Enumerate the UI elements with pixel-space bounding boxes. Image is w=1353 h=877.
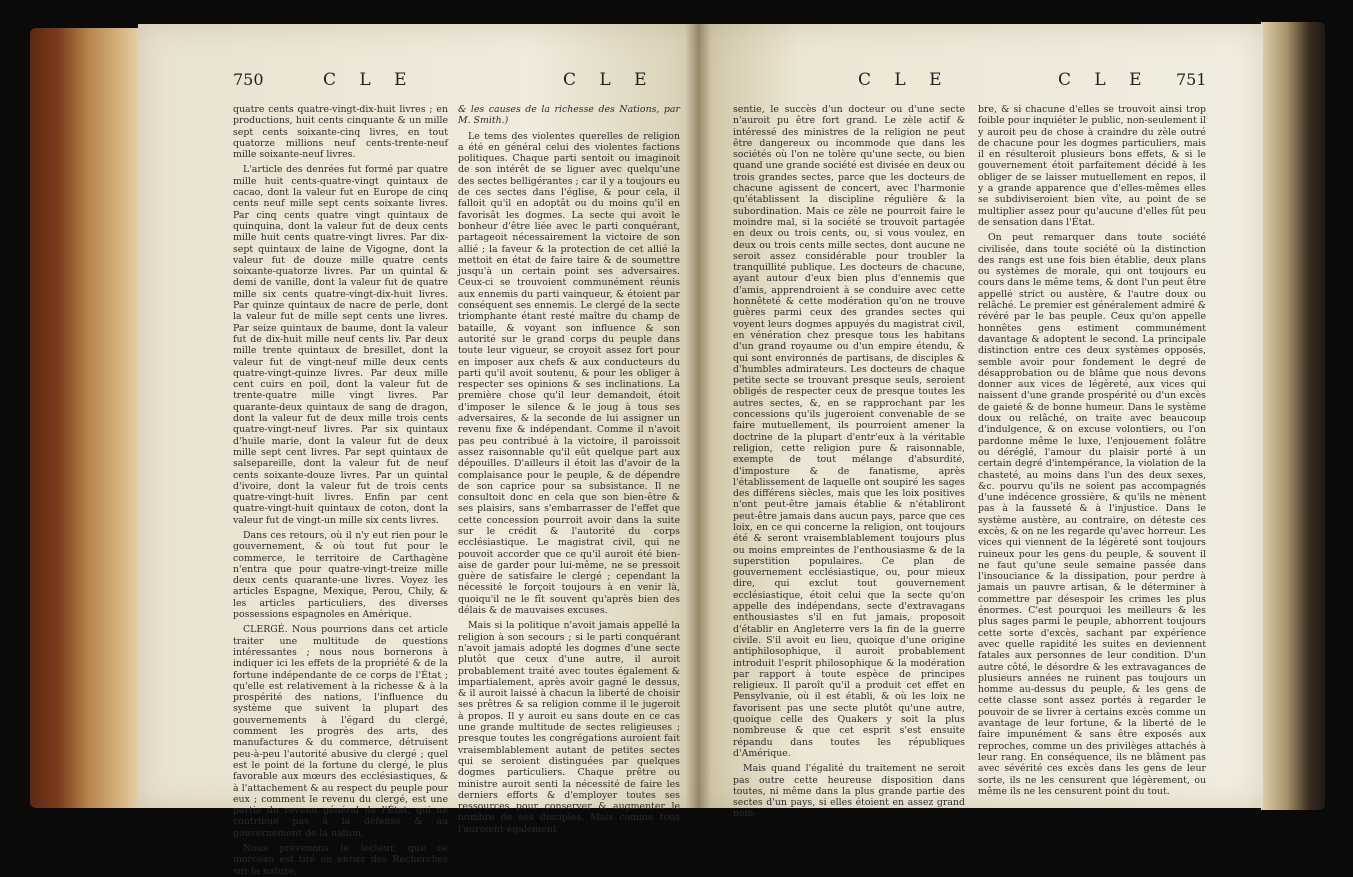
left-page-number: 750 — [233, 70, 264, 89]
paragraph: Nous prévenons le lecteur, que ce morceau est tiré en entier des Recherches sur la nature, — [233, 843, 448, 877]
paragraph: bre, & si chacune d'elles se trouvoit ainsi trop foible pour inquiéter le public, non-seulement il y auroit peu de chose à craindre du zèle outré de chacune pour les dogmes particuliers, mais il en résulteroit plusieurs bons effets, & si le gouvernement étoit parfaitement décidé à les obliger de se laisser mutuellement en repos, il y a grande apparence que d'elles-mêmes elles se subdiviseroient bien vîte, au point de se multiplier assez pour qu'aucune d'elles fût peu de sensation dans l'État. — [978, 104, 1206, 228]
book-gutter — [685, 24, 711, 808]
paragraph: quatre cents quatre-vingt-dix-huit livres ; en productions, huit cents cinquante & un mille sept cents soixante-cinq livres, en tout quatorze millions neuf cents-trente-neuf mille soixante-neuf livres. — [233, 104, 448, 161]
book-edge-left — [30, 28, 140, 808]
left-column-1 — [233, 104, 448, 877]
right-page-number: 751 — [1176, 70, 1207, 89]
right-page — [698, 24, 1263, 820]
paragraph: Le tems des violentes querelles de religion a été en général celui des violentes factions politiques. Chaque parti sentoit ou imaginoit de son intérêt de se liguer avec quelqu'une des sectes belligérantes ; car il y a toujours eu de ces sectes dans l'église, & pour cela, il falloit qu'il en adoptât ou du moins qu'il en favorisât les dogmes. La secte qui avoit le bonheur d'être liée avec le parti conquérant, partageoit nécessairement la victoire de son allié ; la faveur & la protection de cet allié la mettoit en état de faire taire & de soumettre jusqu'à un certain point ses adversaires. Ceux-ci se trouvoient communément réunis aux ennemis du parti vainqueur, & étoient par conséquent ses ennemis. Le clergé de la secte triomphante étant resté maître du champ de bataille, & voyant son influence & son autorité sur le grand corps du peuple dans toute leur vigueur, se croyoit assez fort pour en imposer aux chefs & aux conducteurs du parti qu'il avoit soutenu, & pour les obliger à respecter ses opinions & ses inclinations. La première chose qu'il leur demandoit, étoit d'imposer le silence & le joug à tous ses adversaires, & la seconde de lui assigner un revenu fixe & indépendant. Comme il n'avoit pas peu contribué à la victoire, il paroissoit assez raisonnable qu'il eût quelque part aux dépouilles. D'ailleurs il étoit las d'avoir de la complaisance pour le peuple, & de dépendre de son caprice pour sa subsistance. Il ne consultoit donc en cela que son bien-être & ses plaisirs, sans s'embarrasser de l'effet que cette concession pourroit avoir dans la suite sur le crédit & l'autorité du corps ecclésiastique. Le magistrat civil, qui ne pouvoit accorder que ce qu'il auroit été bien-aise de garder pour lui-même, ne se pressoit guère de satisfaire le clergé ; cependant la nécessité le forçoit toujours à en venir là, quoiqu'il ne le fît souvent qu'après bien des délais & de mauvaises excuses. — [458, 130, 680, 617]
paragraph: On peut remarquer dans toute société civilisée, dans toute société où la distinction des rangs est une fois bien établie, deux plans ou systèmes de morale, qui ont toujours eu cours dans le même tems, & dont l'un peut être appellé strict ou austère, & l'autre doux ou relâché. Le premier est généralement admiré & révéré par le bas peuple. Ceux qu'on appelle honnêtes gens estiment communément davantage & adoptent le second. La principale distinction entre ces deux systèmes opposés, semble avoir pour fondement le degré de désapprobation ou de blâme que nous devons donner aux vices de légèreté, aux vices qui naissent d'une grande prospérité ou d'un excès de gaieté & de bonne humeur. Dans le système doux ou relâché, on traite avec beaucoup d'indulgence, & on excuse volontiers, ou l'on pardonne même le luxe, l'enjouement folâtre ou déréglé, l'amour du plaisir porté à un certain degré d'intempérance, la violation de la chasteté, au moins dans l'un des deux sexes, &c. pourvu qu'ils ne soient pas accompagnés d'une indécence grossière, & qu'ils ne mènent pas à la fausseté & à l'injustice. Dans le système austère, au contraire, on déteste ces excès, & on ne les regarde qu'avec horreur. Les vices qui viennent de la légèreté sont toujours ruineux pour les gens du peuple, & souvent il ne faut qu'une seule semaine passée dans l'insouciance & la dissipation, pour perdre à jamais un pauvre artisan, & le déterminer à commettre par désespoir les crimes les plus énormes. C'est pourquoi les meilleurs & les plus sages parmi le peuple, abhorrent toujours cette sorte d'excès, sachant par expérience avec quelle rapidité les suites en deviennent fatales aux personnes de leur condition. D'un autre côté, le désordre & les extravagances de plusieurs années ne ruinent pas toujours un homme au-dessus du peuple, & les gens de cette classe sont assez portés à regarder le pouvoir de se livrer à certains excès comme un avantage de leur fortune, & la liberté de le faire impunément & sans être exposés aux reproches, comme un des privilèges attachés à leur rang. En conséquence, ils ne blâment pas avec sévérité ces excès dans les gens de leur sorte, ils ne les censurent que légèrement, ou même ils ne les censurent point du tout. — [978, 232, 1207, 797]
paragraph: Mais si la politique n'avoit jamais appellé la religion à son secours ; si le parti conquérant n'avoit jamais adopté les dogmes d'une secte plutôt que ceux d'une autre, il auroit probablement traité avec toutes également & impartialement, après avoir gagné le dessus, & il auroit laissé à chacun la liberté de choisir ses prêtres & sa religion comme il le jugeroit à propos. Il y auroit eu sans doute en ce cas une grande multitude de sectes religieuses ; presque toutes les congrégations auroient fait vraisemblablement autant de petites sectes qui se seroient distinguées par quelques dogmes particuliers. Chaque prêtre ou ministre auroit senti la nécessité de faire les derniers efforts & d'employer toutes ses ressources pour conserver & augmenter le nombre de ses disciples. Mais comme tous l'auroient également — [458, 620, 680, 835]
paragraph: CLERGÉ. Nous pourrions dans cet article traiter une multitude de questions intéressantes ; nous nous bornerons à indiquer ici les effets de la propriété & de la fortune indépendante de ce corps de l'État ; qu'elle est relativement à la richesse & à la prospérité des nations, l'influence du système que suivent la plupart des gouvernements à l'égard du clergé, comment les progrès des arts, des manufactures & du commerce, détruisent peu-à-peu l'autorité abusive du clergé ; quel est le point de la fortune du clergé, le plus favorable aux mœurs des ecclésiastiques, & à l'attachement & au respect du peuple pour eux ; comment le revenu du clergé, est une partie du revenu général de l'État, qui ne contribue pas à la défense & au gouvernement de la nation. — [233, 624, 448, 839]
right-headword-left: C L E — [858, 70, 951, 90]
paragraph: & les causes de la richesse des Nations, par M. Smith.) — [458, 104, 680, 127]
paragraph: Dans ces retours, où il n'y eut rien pour le gouvernement, & où tout fut pour le commerce, le territoire de Carthagène n'entra que pour quatre-vingt-treize mille deux cents quarante-une livres. Voyez les articles Espagne, Mexique, Perou, Chily, & les articles particuliers, des diverses possessions espagnoles en Amérique. — [233, 529, 448, 621]
right-headword-right: C L E — [1058, 70, 1151, 90]
left-page — [138, 24, 698, 877]
paragraph: Mais quand l'égalité du traitement ne seroit pas outre cette heureuse disposition dans toutes, ni même dans la plus grande partie des sectes d'un pays, si elles étoient en assez grand nom- — [733, 763, 965, 820]
left-column-2 — [458, 104, 680, 835]
right-column-2 — [978, 104, 1207, 797]
right-column-1 — [733, 104, 965, 820]
left-headword-right: C L E — [563, 70, 656, 90]
open-book — [30, 18, 1325, 877]
paragraph: L'article des denrées fut formé par quatre mille huit cents-quatre-vingt quintaux de cacao, dont la valeur fut en Europe de cinq cents neuf mille sept cents soixante livres. Par cinq cents quatre vingt quintaux de quinquina, dont la valeur fut de deux cents mille huit cents quatre-vingt livres. Par dix-sept quintaux de laine de Vigogne, dont la valeur fut de douze mille quatre cents soixante-quatorze livres. Par un quintal & demi de vanille, dont la valeur fut de quatre mille six cents quatre-vingt-dix-huit livres. Par quinze quintaux de nacre de perle, dont la valeur fut de mille sept cents une livres. Par seize quintaux de baume, dont la valeur fut de dix-huit mille neuf cents liv. Par deux mille trente quintaux de bresillet, dont la valeur fut de vingt-neuf mille deux cents quatre-vingt-quinze livres. Par deux mille cent cuirs en poil, dont la valeur fut de trente-quatre mille vingt livres. Par quarante-deux quintaux de sang de dragon, dont la valeur fut de deux mille trois cents quatre-vingt-neuf livres. Par six quintaux d'huile marie, dont la valeur fut de deux mille sept cent livres. Par sept quintaux de salsepareille, dont la valeur fut de neuf cents soixante-douze livres. Par un quintal d'ivoire, dont la valeur fut de trois cents quatre-vingt-huit livres. Enfin par cent quatre-vingt-huit quintaux de coton, dont la valeur fut de vingt-un mille six cents livres. — [233, 164, 448, 526]
left-headword-left: C L E — [323, 70, 416, 90]
paragraph: sentie, le succès d'un docteur ou d'une secte n'auroit pu être fort grand. Le zèle actif & intéressé des ministres de la religion ne peut être dangereux ou incommode que dans les sociétés où l'on ne tolère qu'une secte, ou bien quand une grande société est divisée en deux ou trois grandes sectes, parce que les docteurs de chacune agissent de concert, avec l'harmonie qu'établissent la discipline régulière & la subordination. Mais ce zèle ne pourroit faire le moindre mal, si la société se trouvoit partagée en deux ou trois cents, ou, si vous voulez, en deux ou trois cents mille sectes, dont aucune ne seroit assez considérable pour troubler la tranquillité publique. Les docteurs de chacune, ayant autour d'eux bien plus d'ennemis que d'amis, apprendroient à se conduire avec cette honnêteté & cette modération qu'on ne trouve guères parmi ceux des grandes sectes qui voyent leurs dogmes appuyés du magistrat civil, en vénération chez presque tous les habitans d'un grand royaume ou d'un empire étendu, & qui sont environnés de partisans, de disciples & d'humbles admirateurs. Les docteurs de chaque petite secte se trouvant presque seuls, seroient obligés de respecter ceux de presque toutes les autres sectes, &, en se rapprochant par les concessions qu'ils jugeroient convenable de se faire mutuellement, ils pourroient amener la doctrine de la plupart d'entr'eux à la véritable religion, cette religion pure & raisonnable, exempte de tout mélange d'absurdité, d'imposture & de fanatisme, après l'établissement de laquelle ont soupiré les sages des différens siècles, mais que les loix positives n'ont peut-être jamais établie & n'établiront peut-être jamais dans aucun pays, parce que ces loix, en ce qui concerne la religion, ont toujours été & seront vraisemblablement toujours plus ou moins empreintes de l'enthousiasme & de la superstition populaires. Ce plan de gouvernement ecclésiastique, ou, pour mieux dire, qui exclut tout gouvernement ecclésiastique, étoit celui que la secte qu'on appelle des indépendans, secte d'extravagans enthousiastes s'il en fut jamais, proposoit d'établir en Angleterre vers la fin de la guerre civile. S'il avoit eu lieu, quoique d'une origine antiphilosophique, il auroit probablement introduit l'esprit philosophique & la modération par rapport à toute espèce de principes religieux. Il paroît qu'il a produit cet effet en Pensylvanie, où il est établi, & où les loix ne favorisent pas une secte plutôt qu'une autre, quoique celle des Quakers y soit la plus nombreuse & que cet esprit s'est ensuite répandu dans toutes les républiques d'Amérique. — [733, 104, 965, 759]
book-edge-right — [1261, 22, 1325, 810]
